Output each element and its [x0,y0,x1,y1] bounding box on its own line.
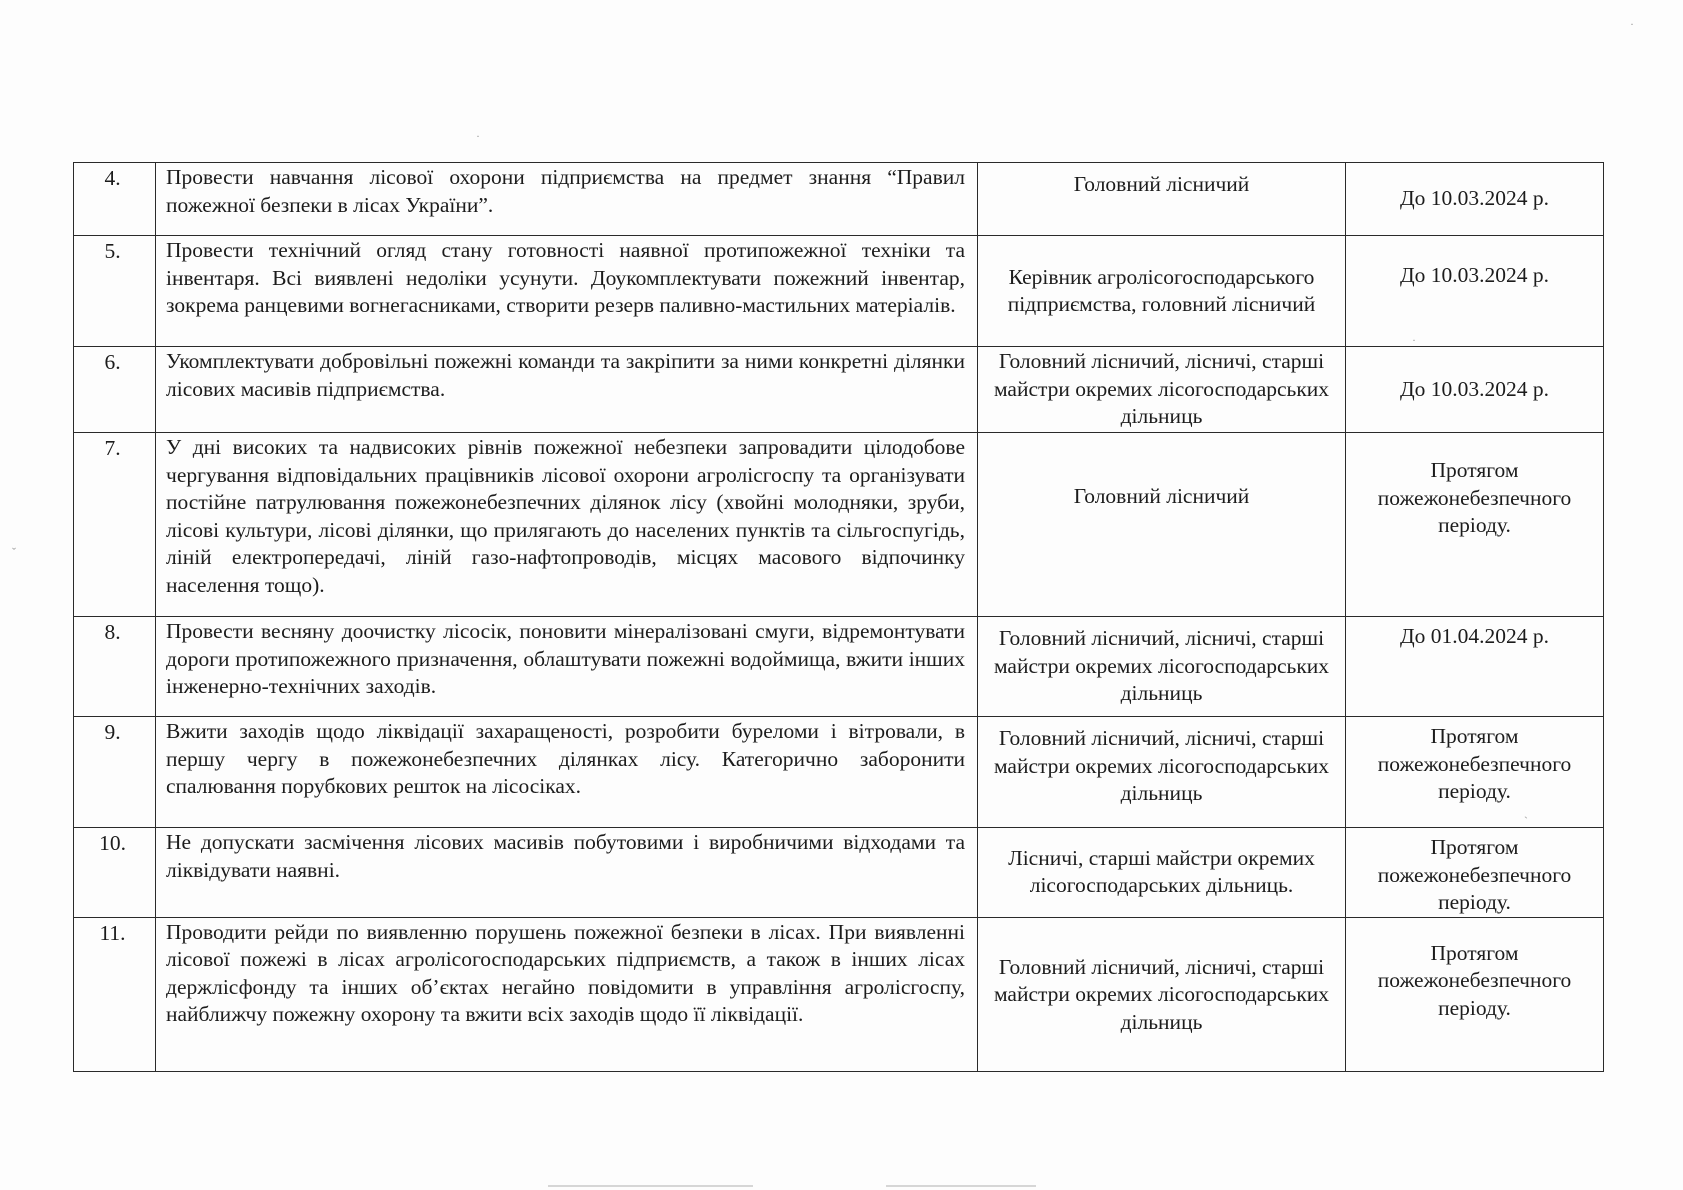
scan-speck: · [476,129,480,143]
task-text: Провести весняну доочистку лісосік, поновити мінералізовані смуги, відремонтувати дороги протипожежного призначення, облаштувати пожежні водоймища, вжити інших інженерно-технічних заходів. [166,619,965,698]
row-number-cell [74,917,156,1071]
row-number-cell [74,828,156,918]
term-cell [1346,617,1604,717]
term-cell [1346,717,1604,828]
task-cell [156,433,978,617]
term-cell [1346,347,1604,433]
responsible-cell [978,163,1346,236]
task-cell [156,717,978,828]
task-cell [156,236,978,347]
responsible-text: Головний лісничий, лісничі, старші майстри окремих лісогосподарських дільниць [993,954,1330,1034]
term-text: Протягом пожежонебезпечного періоду. [1377,940,1572,1020]
responsible-text: Головний лісничий, лісничі, старші майстри окремих лісогосподарських дільниць [993,349,1330,429]
row-number-cell [74,433,156,617]
responsible-text: Головний лісничий [1073,484,1250,508]
scan-speck: ˎ [1524,805,1528,819]
table-row [74,433,1604,617]
term-cell [1346,917,1604,1071]
term-cell [1346,433,1604,617]
task-text: Не допускати засмічення лісових масивів побутовими і виробничими відходами та ліквідувати наявні. [166,830,965,882]
scan-speck: ˇ [12,545,16,559]
scan-edge-line [548,1185,753,1187]
row-number: 10. [99,831,126,855]
task-text: Проводити рейди по виявленню порушень пожежної безпеки в лісах. При виявленні лісової пожежі в лісах агролісогосподарських підприємств, а також в інших лісах держлісфонду та інших об’єктах негайно повідомити в управління агролісгоспу, найближчу пожежну охорону та вжити всіх заходів щодо її ліквідації. [166,919,965,1026]
responsible-cell [978,236,1346,347]
term-text: Протягом пожежонебезпечного періоду. [1377,724,1572,803]
task-cell [156,347,978,433]
task-text: У дні високих та надвисоких рівнів пожежної небезпеки запровадити цілодобове чергування відповідальних працівників лісової охорони агролісгоспу та організувати постійне патрулювання пожежонебезпечних ділянок лісу (хвойні молодняки, зруби, лісові культури, лісові ділянки, що прилягають до населених пунктів та сільгоспугідь, ліній електропередачі, ліній газо-нафтопроводів, місцях масового відпочинку населення тощо). [166,435,965,597]
task-cell [156,917,978,1071]
row-number-cell [74,163,156,236]
term-text: До 10.03.2024 р. [1399,376,1550,401]
term-cell [1346,236,1604,347]
table-row [74,828,1604,918]
row-number-cell [74,347,156,433]
term-cell [1346,163,1604,236]
responsible-cell [978,433,1346,617]
task-text: Укомплектувати добровільні пожежні команди та закріпити за ними конкретні ділянки лісових масивів підприємства. [166,349,965,401]
term-text: До 10.03.2024 р. [1399,263,1550,287]
row-number-cell [74,236,156,347]
responsible-text: Головний лісничий [1073,172,1250,196]
responsible-cell [978,617,1346,717]
term-cell [1346,828,1604,918]
table-row [74,163,1604,236]
responsible-text: Керівник агролісогосподарського підприємства, головний лісничий [1007,264,1316,316]
responsible-cell [978,347,1346,433]
responsible-cell [978,917,1346,1071]
term-text: До 01.04.2024 р. [1399,624,1550,648]
responsible-text: Головний лісничий, лісничі, старші майстри окремих лісогосподарських дільниць [993,726,1330,805]
responsible-cell [978,717,1346,828]
row-number: 7. [104,436,121,460]
term-text: До 10.03.2024 р. [1399,186,1550,211]
table-row [74,717,1604,828]
task-cell [156,617,978,717]
table-row [74,617,1604,717]
row-number: 5. [104,239,121,263]
responsible-text: Головний лісничий, лісничі, старші майстри окремих лісогосподарських дільниць [993,626,1330,705]
task-cell [156,828,978,918]
row-number-cell [74,617,156,717]
scan-speck: · [1412,333,1416,347]
responsible-cell [978,828,1346,918]
row-number: 8. [104,620,121,644]
row-number: 11. [99,920,126,945]
scan-edge-line [886,1185,1036,1187]
task-text: Вжити заходів щодо ліквідації захаращеності, розробити буреломи і вітровали, в першу чергу в пожежонебезпечних ділянках лісу. Категорично заборонити спалювання порубкових решток на лісосіках. [166,719,965,798]
scan-speck: · [1630,17,1634,31]
task-text: Провести навчання лісової охорони підприємства на предмет знання “Правил пожежної безпеки в лісах України”. [166,165,965,217]
table-row [74,917,1604,1071]
responsible-text: Лісничі, старші майстри окремих лісогосподарських дільниць. [1008,845,1315,898]
term-text: Протягом пожежонебезпечного періоду. [1377,835,1572,914]
task-cell [156,163,978,236]
fire-safety-measures-table [73,162,1604,1072]
row-number: 4. [104,166,121,190]
row-number: 6. [104,350,121,374]
term-text: Протягом пожежонебезпечного періоду. [1377,458,1572,537]
table-row [74,236,1604,347]
row-number-cell [74,717,156,828]
row-number: 9. [104,720,121,744]
task-text: Провести технічний огляд стану готовності наявної протипожежної техніки та інвентаря. Всі виявлені недоліки усунути. Доукомплектувати пожежний інвентар, зокрема ранцевими вогнегасниками, створити резерв паливно-мастильних матеріалів. [166,238,965,317]
table-row [74,347,1604,433]
